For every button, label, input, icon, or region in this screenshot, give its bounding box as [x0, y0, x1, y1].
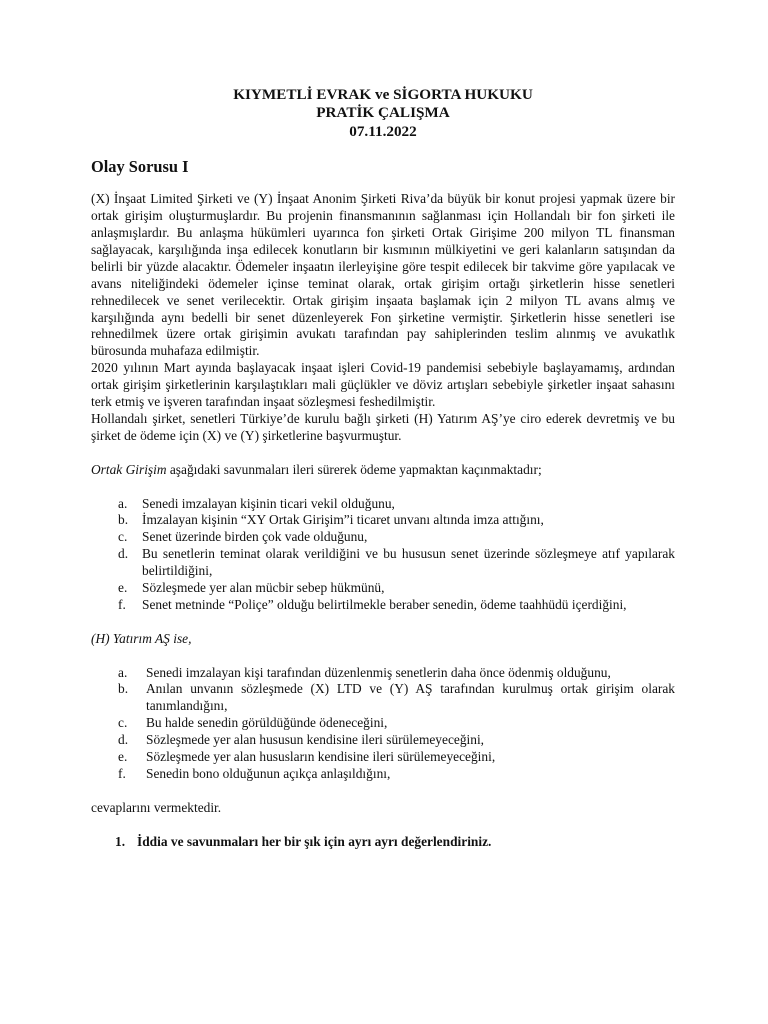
question-number: 1. — [115, 833, 126, 849]
defense-intro-text: aşağıdaki savunmaları ileri sürerek ödeme yapmaktan kaçınmaktadır; — [166, 461, 542, 477]
list-marker: b. — [118, 512, 129, 528]
spacer — [91, 817, 675, 834]
list-item — [91, 715, 675, 732]
list-marker: d. — [118, 732, 129, 748]
list-marker: e. — [118, 580, 128, 596]
spacer — [91, 614, 675, 631]
case-paragraph-1: (X) İnşaat Limited Şirketi ve (Y) İnşaat Anonim Şirketi Riva’da büyük bir konut projesi yapmak üzere bir ortak girişim oluşturmuşlardır. Bu projenin finansmanının sağlanması için Hollandalı bir fon şirketi ile anlaşmışlardır. Bu anlaşma hükümleri uyarınca fon şirketi Ortak Girişime 200 milyon TL finansman sağlayacak, karşılığında inşa edilecek konutların bir kısmının mülkiyetini ve geri kalanların satışından da belirli bir yüzde alacaktır. Ödemeler inşaatın ilerleyişine göre tespit edilecek bir takvime göre yapılacak ve avans niteliğindeki ödemeler içinse teminat olarak, ortak girişim ortağı şirketlerin hisse senetleri rehnedilecek ve senet verilecektir. Ortak girişim inşaata başlamak için 2 milyon TL avans almış ve karşılığında aynı bedelli bir senet düzenleyerek Fon şirketine vermiştir. Şirketlerin hisse senetleri ise rehnedilmek üzere ortak girişimin avukatı tarafından pay sahiplerinden teslim alınmış ve avukatlık bürosunda muhafaza edilmiştir. — [91, 191, 675, 359]
document-subtitle: PRATİK ÇALIŞMA — [316, 104, 450, 122]
list-marker: c. — [118, 529, 128, 545]
list-item — [91, 681, 675, 715]
list-marker: c. — [118, 715, 128, 731]
list-item-text: Sözleşmede yer alan hususların kendisine ileri sürülemeyeceğini, — [146, 749, 496, 765]
list-item — [91, 496, 675, 513]
case-paragraph-2: 2020 yılının Mart ayında başlayacak inşaat işleri Covid-19 pandemisi sebebiyle başlayamamış, ardından ortak girişim şirketlerinin karşılaştıkları mali güçlükler ve döviz artışları sebebiyle şirketler inşaat sahasını terk etmiş ve işveren tarafından inşaat sözleşmesi feshedilmiştir. — [91, 360, 675, 410]
list-item-text: Sözleşmede yer alan hususun kendisine ileri sürülemeyeceğini, — [146, 732, 485, 748]
list-marker: b. — [118, 681, 129, 697]
spacer — [91, 445, 675, 462]
spacer — [91, 783, 675, 800]
list-item — [91, 580, 675, 597]
spacer — [91, 648, 675, 665]
list-item-text: Senedi imzalayan kişi tarafından düzenlenmiş senetlerin daha önce ödenmiş olduğunu, — [146, 664, 611, 680]
list-item — [91, 665, 675, 682]
question — [91, 834, 675, 851]
spacer — [91, 479, 675, 496]
list-marker: f. — [118, 765, 126, 781]
list-item-text: Anılan unvanın sözleşmede (X) LTD ve (Y) AŞ tarafından kurulmuş ortak girişim olarak tanımlandığını, — [146, 681, 675, 714]
document-title: KIYMETLİ EVRAK ve SİGORTA HUKUKU — [233, 86, 533, 103]
list-item-text: İmzalayan kişinin “XY Ortak Girişim”i ticaret unvanı altında imza attığını, — [142, 512, 544, 528]
list-marker: d. — [118, 546, 129, 562]
list-item — [91, 512, 675, 529]
defense-subject: Ortak Girişim — [91, 461, 167, 477]
list-item-text: Bu senetlerin teminat olarak verildiğini ve bu hususun senet üzerinde sözleşmeye atıf yapılarak belirtildiğini, — [142, 546, 675, 579]
list-item-text: Sözleşmede yer alan mücbir sebep hükmünü, — [142, 580, 385, 596]
list-marker: f. — [118, 596, 126, 612]
list-item — [91, 749, 675, 766]
list-item-text: Senet metninde “Poliçe” olduğu belirtilmekle beraber senedin, ödeme taahhüdü içerdiğini, — [142, 596, 627, 612]
list-item — [91, 529, 675, 546]
defense-list — [91, 496, 675, 614]
closing-text: cevaplarını vermektedir. — [91, 799, 222, 815]
list-item — [91, 597, 675, 614]
list-item — [91, 546, 675, 580]
response-list — [91, 665, 675, 783]
document-date: 07.11.2022 — [349, 122, 417, 140]
case-paragraph-3: Hollandalı şirket, senetleri Türkiye’de kurulu bağlı şirketi (H) Yatırım AŞ’ye ciro ederek devretmiş ve bu şirket de ödeme için (X) ve (Y) şirketlerine başvurmuştur. — [91, 411, 675, 443]
list-item-text: Senedin bono olduğunun açıkça anlaşıldığını, — [146, 765, 391, 781]
question-text: İddia ve savunmaları her bir şık için ayrı ayrı değerlendiriniz. — [137, 833, 492, 849]
response-intro: (H) Yatırım AŞ ise, — [91, 630, 192, 646]
list-item-text: Senedi imzalayan kişinin ticari vekil olduğunu, — [142, 495, 395, 511]
list-item-text: Bu halde senedin görüldüğünde ödeneceğini, — [146, 715, 388, 731]
list-marker: a. — [118, 495, 128, 511]
document-page — [91, 86, 675, 850]
list-item — [91, 766, 675, 783]
section-heading: Olay Sorusu I — [91, 157, 189, 177]
list-item-text: Senet üzerinde birden çok vade olduğunu, — [142, 529, 368, 545]
list-marker: e. — [118, 749, 128, 765]
list-marker: a. — [118, 664, 128, 680]
defense-intro — [91, 462, 675, 479]
list-item — [91, 732, 675, 749]
